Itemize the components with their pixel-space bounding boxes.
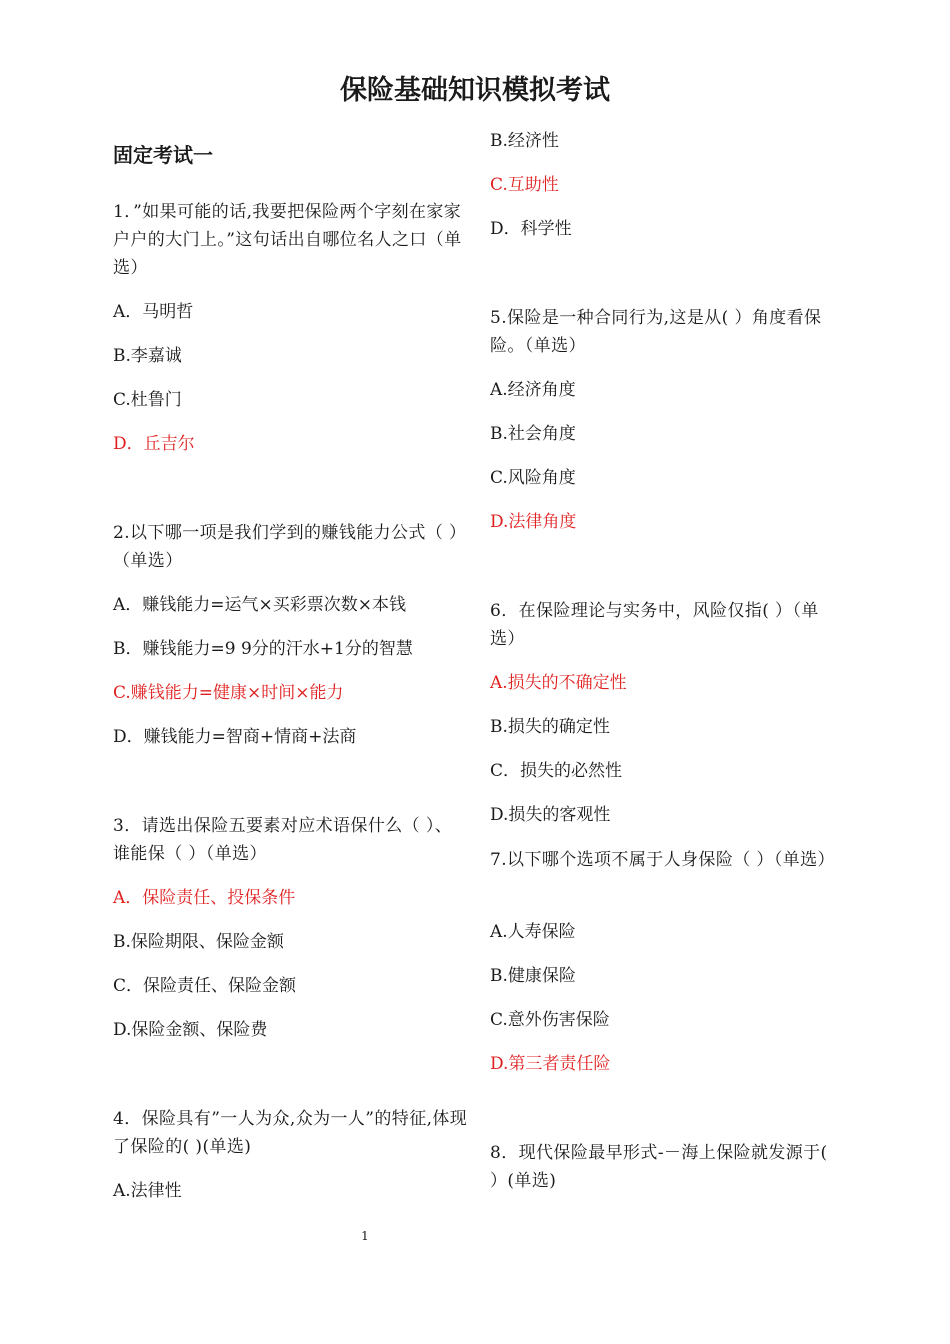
q3-option-a-answer: A．保险责任、投保条件: [113, 888, 296, 908]
q7-option-d-answer: D.第三者责任险: [490, 1054, 611, 1074]
q3-option-c: C．保险责任、保险金额: [113, 976, 297, 996]
q6-option-d: D.损失的客观性: [490, 805, 611, 825]
q2-option-a: A．赚钱能力=运气×买彩票次数×本钱: [113, 595, 407, 615]
question-2: 2.以下哪一项是我们学到的赚钱能力公式（ ）（单选）: [113, 523, 467, 571]
q1-option-b: B.李嘉诚: [113, 346, 182, 366]
q4-option-c-answer: C.互助性: [490, 175, 559, 195]
q3-option-d: D.保险金额、保险费: [113, 1020, 268, 1040]
q2-option-c-answer: C.赚钱能力=健康×时间×能力: [113, 683, 344, 703]
q4-option-b: B.经济性: [490, 131, 559, 151]
q2-option-d: D．赚钱能力=智商+情商+法商: [113, 727, 357, 747]
q4-option-a: A.法律性: [113, 1181, 182, 1201]
question-4: 4．保险具有”一人为众,众为一人”的特征,体现了保险的( )(单选): [113, 1109, 468, 1157]
q3-option-b: B.保险期限、保险金额: [113, 932, 284, 952]
page-number: 1: [361, 1229, 369, 1243]
q4-option-d: D．科学性: [490, 219, 572, 239]
question-3: 3．请选出保险五要素对应术语保什么（ ）、谁能保（ ）（单选）: [113, 816, 453, 864]
question-8: 8．现代保险最早形式-－海上保险就发源于( ）(单选): [490, 1143, 828, 1191]
question-5: 5.保险是一种合同行为,这是从( ）角度看保险。（单选）: [490, 308, 822, 356]
q1-option-c: C.杜鲁门: [113, 390, 182, 410]
q7-option-c: C.意外伤害保险: [490, 1010, 610, 1030]
q2-option-b: B．赚钱能力=9 9分的汗水+1分的智慧: [113, 639, 413, 659]
question-7: 7.以下哪个选项不属于人身保险（ ）（单选）: [490, 850, 835, 870]
q5-option-b: B.社会角度: [490, 424, 576, 444]
q5-option-c: C.风险角度: [490, 468, 576, 488]
page-title: 保险基础知识模拟考试: [340, 75, 610, 106]
q7-option-b: B.健康保险: [490, 966, 576, 986]
q6-option-c: C．损失的必然性: [490, 761, 623, 781]
q5-option-d-answer: D.法律角度: [490, 512, 577, 532]
q6-option-a-answer: A.损失的不确定性: [490, 673, 627, 693]
question-6: 6．在保险理论与实务中，风险仅指( ）（单选）: [490, 601, 819, 649]
question-1: 1．”如果可能的话,我要把保险两个字刻在家家户户的大门上。”这句话出自哪位名人之口（单选）: [113, 202, 462, 278]
q6-option-b: B.损失的确定性: [490, 717, 610, 737]
q5-option-a: A.经济角度: [490, 380, 576, 400]
q1-option-d-answer: D．丘吉尔: [113, 434, 195, 454]
q7-option-a: A.人寿保险: [490, 922, 576, 942]
q1-option-a: A．马明哲: [113, 302, 194, 322]
section-title: 固定考试一: [113, 143, 213, 167]
